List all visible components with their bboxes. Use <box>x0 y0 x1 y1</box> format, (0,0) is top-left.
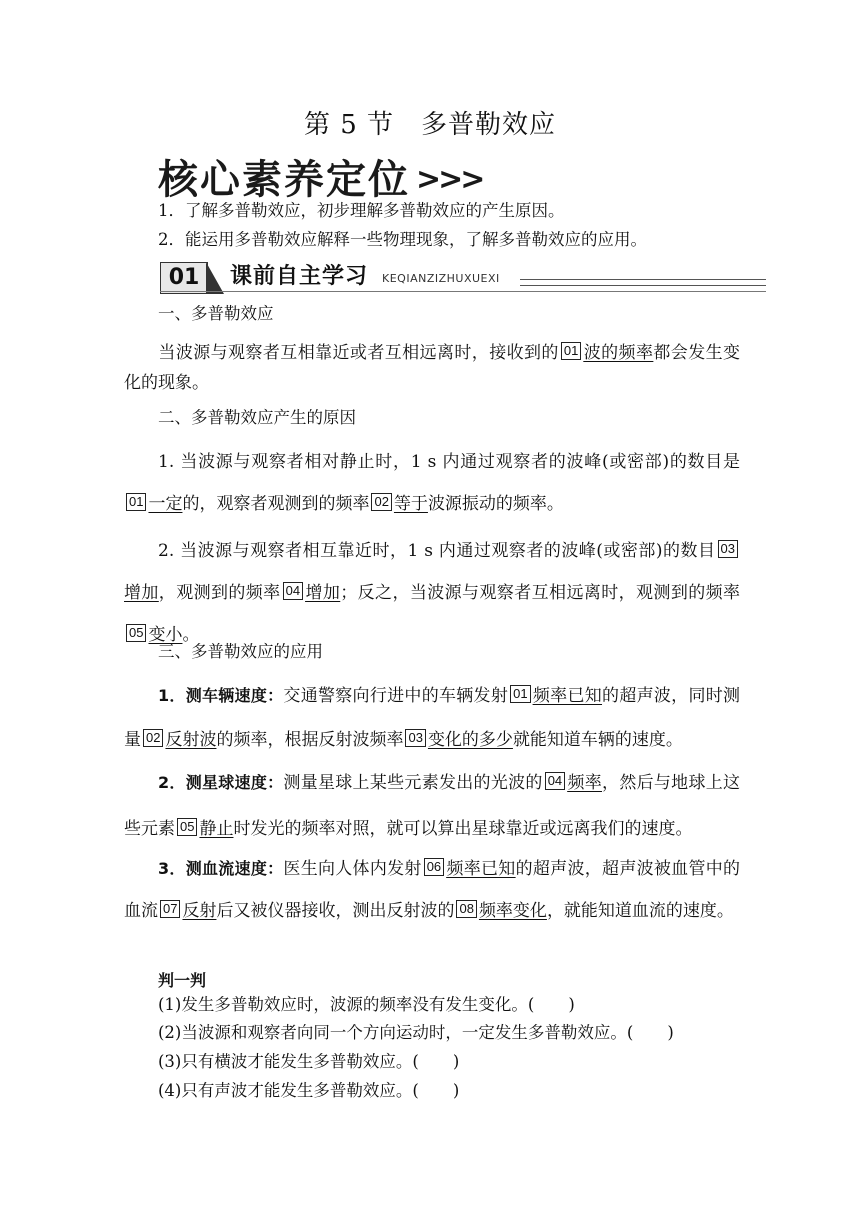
section3-item2: 2．测星球速度：测量星球上某些元素发出的光波的 04 频率，然后与地球上这些元素 05 静止时发光的频率对照，就可以算出星球靠近或远离我们的速度。 <box>124 773 741 839</box>
study-banner <box>160 262 766 294</box>
item-label: 1．测车辆速度： <box>158 686 284 705</box>
answer-number: 05 <box>126 624 146 642</box>
answer-text: 波的频率 <box>583 343 654 363</box>
answer-text: 反射 <box>182 901 217 921</box>
item-label: 3．测血流速度： <box>158 859 284 878</box>
judge-item-2: (2)当波源和观察者向同一个方向运动时，一定发生多普勒效应。( ) <box>158 1023 674 1042</box>
answer-text: 增加 <box>124 583 159 603</box>
section1-paragraph: 当波源与观察者互相靠近或者互相远离时，接收到的 01 波的频率都会发生变化的现象。 <box>124 343 741 393</box>
core-literacy-banner <box>158 148 482 205</box>
answer-text: 变小 <box>148 625 183 645</box>
answer-text: 频率已知 <box>532 686 603 706</box>
answer-number: 01 <box>561 342 581 360</box>
answer-number: 06 <box>424 858 444 876</box>
section3-item1: 1．测车辆速度：交通警察向行进中的车辆发射 01 频率已知的超声波，同时测量 02 反射波的频率，根据反射波频率 03 变化的多少就能知道车辆的速度。 <box>124 686 741 750</box>
judge-item-1: (1)发生多普勒效应时，波源的频率没有发生变化。( ) <box>158 995 575 1014</box>
answer-text: 静止 <box>199 819 234 839</box>
section-heading-2: 二、多普勒效应产生的原因 <box>158 408 356 427</box>
judge-item-4: (4)只有声波才能发生多普勒效应。( ) <box>158 1081 460 1100</box>
judge-heading: 判一判 <box>158 971 207 990</box>
answer-number: 03 <box>718 540 738 558</box>
banner-number: 01 <box>160 262 208 294</box>
banner-pinyin: KEQIANZIZHUXUEXI <box>382 272 500 285</box>
answer-number: 04 <box>545 772 565 790</box>
page-title: 第 5 节 多普勒效应 <box>303 110 557 140</box>
section-heading-3: 三、多普勒效应的应用 <box>158 642 323 661</box>
banner-arrows: >>> <box>416 162 483 197</box>
section2-item1: 1. 当波源与观察者相对静止时，1 s 内通过观察者的波峰(或密部)的数目是01 一定的，观察者观测到的频率 02 等于波源振动的频率。 <box>124 441 740 525</box>
core-literacy-label: 核心素养定位 <box>158 157 410 203</box>
goal-1: 1．了解多普勒效应，初步理解多普勒效应的产生原因。 <box>158 201 565 220</box>
answer-text: 变化的多少 <box>427 730 513 750</box>
judge-item-3: (3)只有横波才能发生多普勒效应。( ) <box>158 1052 460 1071</box>
answer-text: 反射波 <box>165 730 217 750</box>
answer-number: 04 <box>283 582 303 600</box>
item-label: 2．测星球速度： <box>158 773 284 792</box>
answer-number: 01 <box>510 685 530 703</box>
answer-number: 08 <box>456 900 476 918</box>
banner-lines <box>520 279 766 286</box>
banner-title: 课前自主学习 <box>230 264 369 289</box>
banner-underline <box>160 291 766 292</box>
answer-number: 02 <box>371 493 391 511</box>
section2-item2: 2. 当波源与观察者相互靠近时，1 s 内通过观察者的波峰(或密部)的数目 03增加，观测到的频率 04 增加；反之，当波源与观察者互相远离时，观测到的频率05 变小。 <box>124 541 741 645</box>
answer-number: 02 <box>143 729 163 747</box>
answer-number: 07 <box>160 900 180 918</box>
goal-2: 2．能运用多普勒效应解释一些物理现象，了解多普勒效应的应用。 <box>158 230 647 249</box>
answer-number: 05 <box>177 818 197 836</box>
answer-text: 频率 <box>567 773 603 793</box>
answer-text: 频率已知 <box>446 859 516 879</box>
section3-item3: 3．测血流速度：医生向人体内发射 06 频率已知的超声波，超声波被血管中的血流 07 反射后又被仪器接收，测出反射波的 08 频率变化，就能知道血流的速度。 <box>124 859 741 921</box>
answer-number: 03 <box>405 729 425 747</box>
answer-text: 一定 <box>148 494 183 514</box>
answer-number: 01 <box>126 493 146 511</box>
answer-text: 等于 <box>393 494 428 514</box>
answer-text: 频率变化 <box>478 901 547 921</box>
answer-text: 增加 <box>305 583 341 603</box>
banner-slash <box>206 262 224 294</box>
section-heading-1: 一、多普勒效应 <box>158 304 274 323</box>
